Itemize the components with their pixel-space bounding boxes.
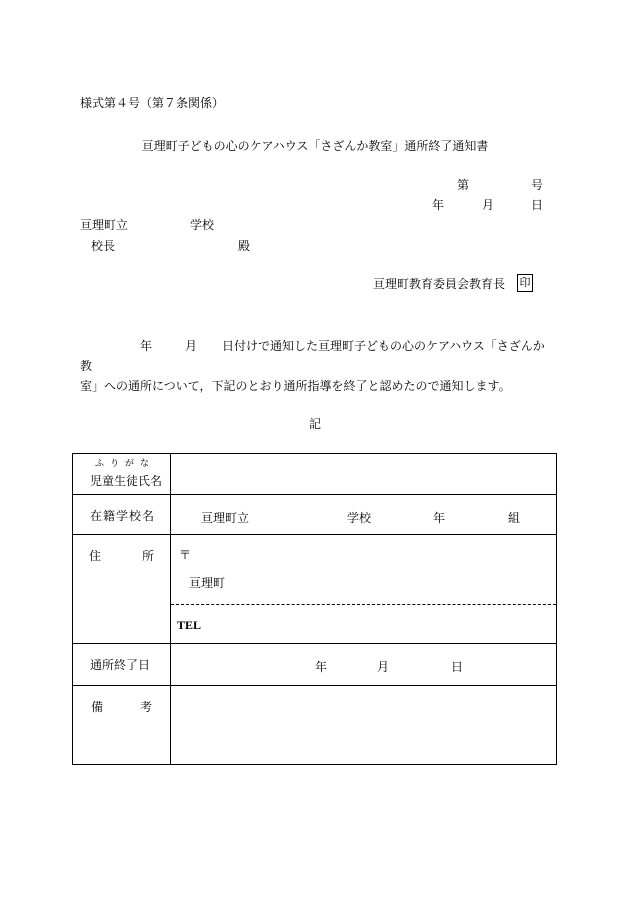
addressee-honorific: 殿 (238, 239, 251, 253)
body-year: 年 (140, 339, 153, 353)
school-field[interactable] (171, 495, 557, 535)
table-row (73, 686, 557, 765)
remarks-label-char2: 考 (139, 700, 152, 714)
issue-date-month: 月 (482, 198, 495, 212)
school-label-cell (73, 495, 171, 535)
address-field[interactable] (171, 535, 557, 644)
addressee-principal: 校長 (91, 239, 116, 253)
table-row (73, 535, 557, 644)
document-number-suffix: 号 (531, 178, 544, 192)
school-suffix: 学校 (347, 511, 372, 525)
ki-heading: 記 (308, 417, 321, 431)
address-label-char1: 住 (89, 549, 102, 563)
issue-date-day: 日 (531, 198, 544, 212)
body-text-line2: 室」への通所について，下記のとおり通所指導を終了と認めたので通知します。 (80, 379, 511, 393)
address-label-char2: 所 (141, 549, 154, 563)
table-row (73, 644, 557, 686)
remarks-field[interactable] (171, 686, 557, 765)
student-name-field[interactable] (171, 454, 557, 495)
table-row (73, 495, 557, 535)
postal-mark: 〒 (179, 548, 192, 562)
class-suffix: 組 (508, 511, 521, 525)
addressee-school: 学校 (190, 218, 215, 232)
notice-form-table (72, 453, 557, 765)
tel-section (171, 605, 556, 643)
end-date-label: 通所終了日 (90, 658, 151, 672)
remarks-label (73, 686, 170, 714)
end-date-field[interactable] (171, 644, 557, 686)
end-date-month: 月 (377, 660, 390, 674)
document-title: 亘理町子どもの心のケアハウス「さざんか教室」通所終了通知書 (141, 139, 489, 153)
issue-date-year: 年 (432, 198, 445, 212)
address-top-section (171, 535, 556, 605)
address-town: 亘理町 (189, 576, 226, 590)
address-label (73, 535, 170, 563)
body-text-line1: 日付けで通知した亘理町子どもの心のケアハウス「さざんか教 (80, 339, 545, 373)
table-row (73, 454, 557, 495)
body-month: 月 (185, 339, 198, 353)
student-name-label: 児童生徒氏名 (90, 474, 163, 488)
tel-label: TEL (177, 618, 202, 632)
address-label-cell (73, 535, 171, 644)
end-date-year: 年 (315, 660, 328, 674)
form-number: 様式第４号（第７条関係） (80, 96, 225, 110)
notice-body (80, 336, 552, 396)
remarks-label-char1: 備 (91, 700, 104, 714)
grade-suffix: 年 (433, 511, 446, 525)
seal-box: 印 (517, 274, 533, 292)
remarks-label-cell (73, 686, 171, 765)
school-label: 在籍学校名 (90, 509, 156, 523)
student-name-label-cell (73, 454, 171, 495)
end-date-label-cell (73, 644, 171, 686)
end-date-day: 日 (451, 660, 464, 674)
addressee-town: 亘理町立 (80, 218, 129, 232)
document-number-label: 第 (457, 178, 470, 192)
sender-name: 亘理町教育委員会教育長 (373, 277, 506, 291)
furigana-label: ふりがな (95, 459, 156, 469)
school-town: 亘理町立 (201, 511, 250, 525)
